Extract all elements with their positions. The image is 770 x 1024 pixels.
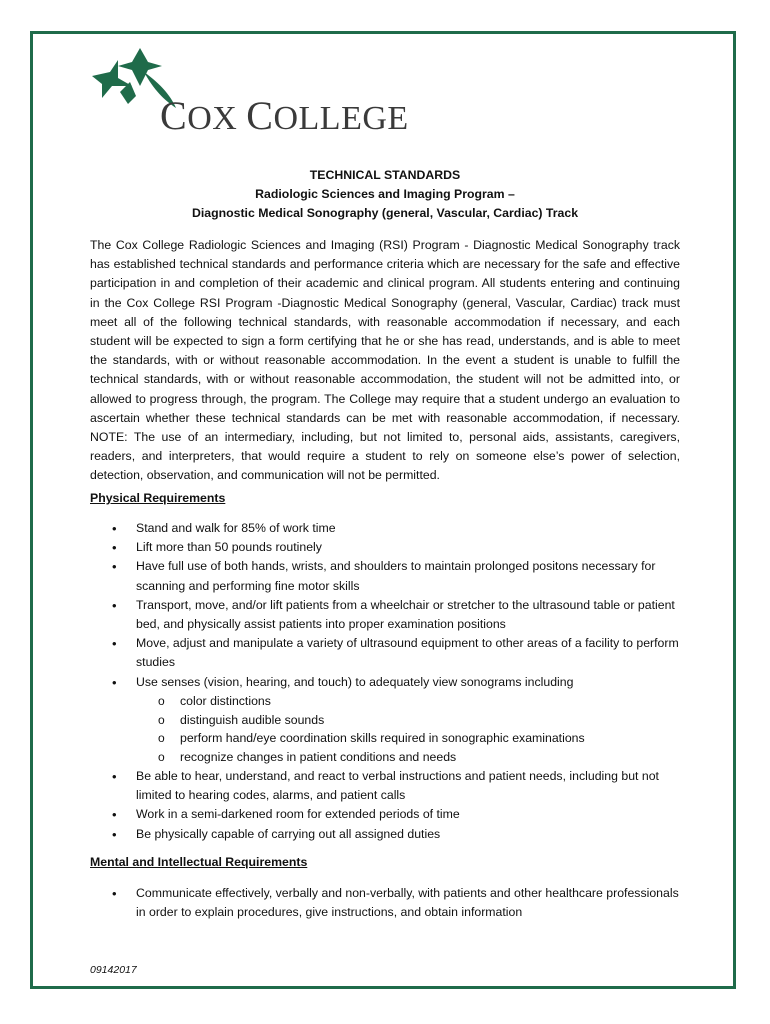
physical-requirements-list	[90, 519, 690, 844]
senses-sublist	[136, 692, 690, 767]
physical-requirements-heading: Physical Requirements	[90, 491, 226, 505]
list-item: • Transport, move, and/or lift patients from a wheelchair or stretcher to the ultrasound table or patient bed, and physically assist patients into proper examination positions	[90, 596, 690, 634]
sublist-item: o recognize changes in patient conditions and needs	[136, 748, 690, 767]
list-item: • Be able to hear, understand, and react to verbal instructions and patient needs, including but not limited to hearing codes, alarms, and patient calls	[90, 767, 690, 805]
list-item: • Have full use of both hands, wrists, and shoulders to maintain prolonged positons necessary for scanning and performing fine motor skills	[90, 557, 690, 595]
list-item: • Lift more than 50 pounds routinely	[90, 538, 690, 557]
mental-requirements-list	[90, 884, 690, 922]
sublist-item: o distinguish audible sounds	[136, 711, 690, 730]
list-item: • Move, adjust and manipulate a variety of ultrasound equipment to other areas of a facility to perform studies	[90, 634, 690, 672]
list-item: • Stand and walk for 85% of work time	[90, 519, 690, 538]
logo-wordmark: COX COLLEGE	[160, 93, 409, 138]
list-item: • Work in a semi-darkened room for extended periods of time	[90, 805, 690, 824]
cox-college-logo	[88, 42, 409, 138]
sublist-item: o perform hand/eye coordination skills required in sonographic examinations	[136, 729, 690, 748]
list-item	[90, 673, 690, 767]
list-item: • Be physically capable of carrying out all assigned duties	[90, 825, 690, 844]
list-item: • Communicate effectively, verbally and non-verbally, with patients and other healthcare professionals in order to explain procedures, give instructions, and obtain information	[90, 884, 690, 922]
mental-requirements-heading: Mental and Intellectual Requirements	[90, 855, 308, 869]
title-line-3: Diagnostic Medical Sonography (general, Vascular, Cardiac) Track	[191, 206, 579, 220]
document-title	[90, 166, 680, 223]
title-line-1: TECHNICAL STANDARDS	[309, 168, 461, 182]
sublist-item: o color distinctions	[136, 692, 690, 711]
intro-paragraph: The Cox College Radiologic Sciences and Imaging (RSI) Program - Diagnostic Medical Sonography track has established technical standards and performance criteria which are necessary for the safe and effective participation in and completion of their academic and clinical program. All students entering and continuing in the Cox College RSI Program -Diagnostic Medical Sonography (general, Vascular, Cardiac) track must meet all of the following technical standards, with reasonable accommodation if necessary, and each student will be expected to sign a form certifying that he or she has read, understands, and is able to meet the standards, with or without reasonable accommodation. In the event a student is unable to fulfill the technical standards, with or without reasonable accommodation, the student will not be admitted into, or allowed to progress through, the program. The College may require that a student undergo an evaluation to ascertain whether these technical standards can be met with reasonable accommodation, if necessary. NOTE: The use of an intermediary, including, but not limited to, personal aids, assistants, caregivers, readers, and interpreters, that would require a student to rely on someone else’s power of selection, detection, observation, and communication will not be permitted.	[90, 238, 680, 483]
document-code: 09142017	[90, 964, 137, 976]
title-line-2: Radiologic Sciences and Imaging Program –	[255, 187, 515, 201]
list-item-text: Use senses (vision, hearing, and touch) to adequately view sonograms including	[136, 674, 574, 689]
